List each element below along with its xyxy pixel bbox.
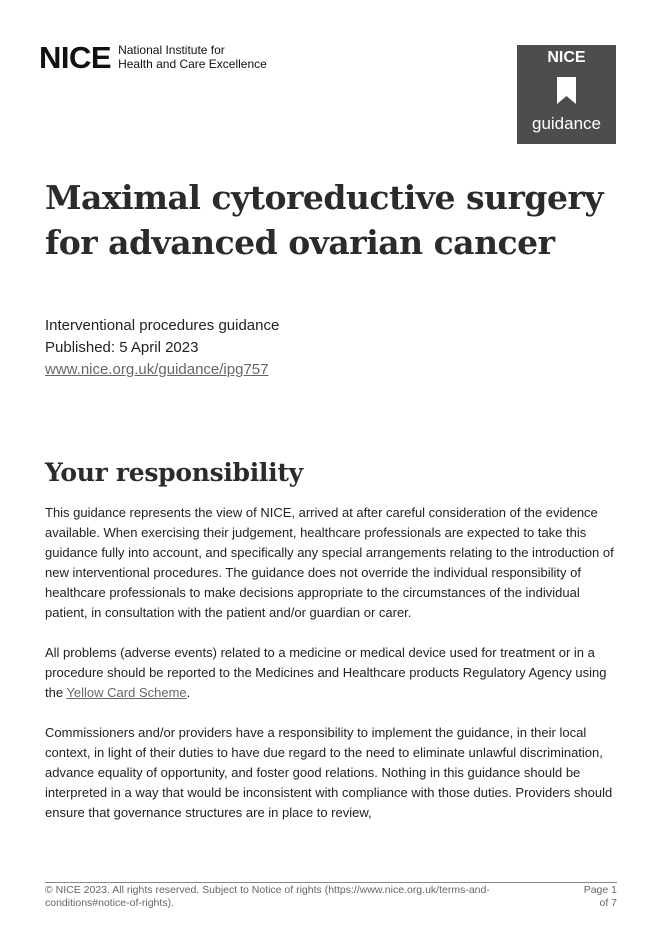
yellow-card-link[interactable]: Yellow Card Scheme — [66, 685, 187, 700]
paragraph-2-end: . — [186, 685, 191, 700]
paragraph-3: Commissioners and/or providers have a responsibility to implement the guidance, in their local context, in light of their duties to have due regard to the need to eliminate unlawful discrimination, advance equality of opportunity, and foster good relations. Nothing in this guidance should be interpreted in a way that would be inconsistent with compliance with those duties. Providers should ensure that governance structures are in place to review, — [45, 725, 613, 820]
logo-text — [118, 43, 267, 71]
section-heading: Your responsibility — [45, 458, 303, 487]
page-number — [584, 884, 617, 910]
published-date: Published: 5 April 2023 — [45, 339, 199, 356]
logo-mark: NICE — [39, 40, 112, 75]
nice-logo — [39, 42, 267, 73]
page-title: Maximal cytoreductive surgery for advanced ovarian cancer — [45, 178, 604, 262]
badge-title: NICE — [547, 49, 586, 66]
page-number-line-2: of 7 — [599, 897, 617, 909]
paragraph-2 — [45, 643, 620, 703]
bookmark-icon — [557, 77, 576, 104]
footer-copyright: © NICE 2023. All rights reserved. Subject to Notice of rights (https://www.nice.org.uk/terms-and-conditions#notice-of-rights). — [45, 884, 490, 909]
guidance-type: Interventional procedures guidance — [45, 317, 280, 334]
logo-line-1: National Institute for — [118, 43, 225, 57]
logo-line-2: Health and Care Excellence — [118, 57, 267, 71]
page-number-line-1: Page 1 — [583, 884, 617, 896]
guidance-badge — [517, 45, 616, 144]
badge-label: guidance — [531, 114, 601, 133]
paragraph-2-text: All problems (adverse events) related to a medicine or medical device used for treatment or in a procedure should be reported to the Medicines and Healthcare products Regulatory Agency using the — [45, 645, 607, 700]
page-footer — [45, 882, 617, 910]
paragraph-1: This guidance represents the view of NICE, arrived at after careful consideration of the evidence available. When exercising their judgement, healthcare professionals are expected to take this guidance fully into account, and specifically any special arrangements relating to the introduction of new interventional procedures. The guidance does not override the individual responsibility of healthcare professionals to make decisions appropriate to the circumstances of the individual patient, in consultation with the patient and/or guardian or carer. — [45, 505, 614, 620]
guidance-url-link[interactable]: www.nice.org.uk/guidance/ipg757 — [45, 361, 269, 378]
section-body — [45, 503, 620, 843]
publication-meta — [45, 315, 279, 381]
